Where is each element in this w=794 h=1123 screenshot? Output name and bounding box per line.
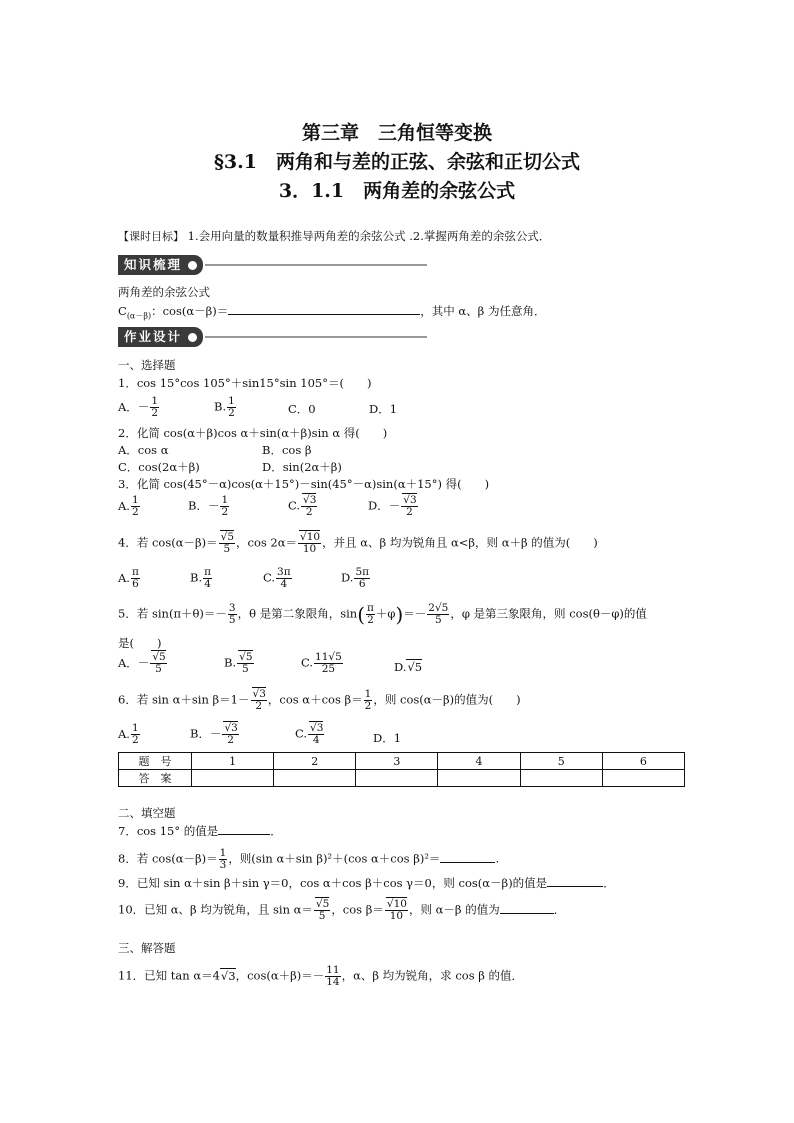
q3-options [118,494,417,518]
knowledge-formula [118,303,545,323]
q4-options [118,566,370,590]
bullet-dot-icon [188,261,197,270]
knowledge-heading: 两角差的余弦公式 [118,285,210,299]
q1-option-d: D．1 [369,402,398,416]
q10: 10．已知 α、β 均为锐角，且 sin α＝ √ $\frac{5}{5}$ ，cos β＝ √ $\frac{10}{10}$ ，则 α－β 的值为 ． [118,899,565,922]
chapter-title: 第三章 三角恒等变换 [301,122,492,144]
q2-stem: 2．化简 cos(α＋β)cos α＋sin(α＋β)sin α 得( ) [118,426,388,440]
q1-options [118,395,398,419]
q6-option-d: D．1 [373,731,402,745]
homework-banner [118,327,427,347]
subsection-title: 3．1.1 两角差的余弦公式 [278,180,516,202]
formula-tail: ，其中 α、β 为任意角． [420,304,546,318]
table-header-cell: 6 [602,753,684,770]
section-title: §3.1 两角和与差的正弦、余弦和正切公式 [214,151,580,173]
answer-table-row [119,770,685,787]
q5-stem-cont: 是( ) [118,636,162,650]
q9-blank[interactable] [547,875,603,887]
q5-option-a: A．－ √ $\frac{5}{5}$ [118,656,168,670]
answer-table [118,752,685,787]
knowledge-banner [118,255,427,275]
q5-option-d: D.√ 5 [394,660,422,674]
table-header-cell: 3 [356,753,438,770]
answer-table-header [119,753,685,770]
table-header-cell: 5 [520,753,602,770]
knowledge-banner-tag [118,255,203,275]
q4-option-a: A. $\frac{\pi}{6}$ [118,566,139,590]
answer-row-label: 答 案 [119,770,192,787]
part1-heading: 一、选择题 [118,358,176,372]
q6-options [118,722,402,746]
q9: 9．已知 sin α＋sin β＋sin γ＝0，cos α＋cos β＋cos γ＝0，则 cos(α－β)的值是 ． [118,876,615,890]
q4-stem: 4．若 cos(α－β)＝ √ $\frac{5}{5}$ ，cos 2α＝ √ $\frac{10}{10}$ ，并且 α、β 均为锐角且 α<β，则 α＋β 的值为( ) [118,532,598,555]
q10-blank[interactable] [500,902,554,914]
table-header-cell: 2 [274,753,356,770]
q6-stem: 6．若 sin α＋sin β＝1－ √ $\frac{3}{2}$ ，cos α＋cos β＝ $\frac{1}{2}$ ，则 cos(α－β)的值为( ) [118,689,521,712]
q8-blank[interactable] [440,851,495,863]
answer-cell[interactable] [438,770,520,787]
q6-option-c: C. √ $\frac{3}{4}$ [295,723,325,746]
q5-option-c: C. $\frac{11√5}{25}$ [301,651,342,675]
homework-banner-label: 作业设计 [124,329,183,344]
knowledge-banner-label: 知识梳理 [124,257,183,272]
q3-option-c: C. √ $\frac{3}{2}$ [288,495,318,518]
lesson-objective [118,229,550,244]
q2-option-c: C．cos(2α＋β) [118,460,200,474]
q4-option-d: D. $\frac{5\pi}{6}$ [341,566,370,590]
answer-cell[interactable] [602,770,684,787]
part2-heading: 二、填空题 [118,806,176,820]
answer-cell[interactable] [192,770,274,787]
objective-text: 1.会用向量的数量积推导两角差的余弦公式 .2.掌握两角差的余弦公式． [187,229,551,243]
q6-option-b: B．－ √ $\frac{3}{2}$ [190,723,240,746]
q1-stem: 1．cos 15°cos 105°＋sin15°sin 105°＝( ) [118,376,372,390]
q7-blank[interactable] [218,823,270,835]
q6-option-a: A. $\frac{1}{2}$ [118,722,139,746]
formula-mid: ：cos(α－β)＝ [151,304,229,318]
q4-option-c: C. $\frac{3\pi}{4}$ [263,566,291,590]
q1-option-b: B. $\frac{1}{2}$ [214,395,235,419]
q2-option-b: B．cos β [262,443,312,457]
part3-heading: 三、解答题 [118,941,176,955]
q1-option-a: A．－ $\frac{1}{2}$ [118,395,158,419]
homework-banner-tag [118,327,203,347]
q5-option-b: B. √ $\frac{5}{5}$ [224,652,255,675]
q1-option-c: C．0 [288,402,316,416]
banner-rule [205,264,427,266]
answer-cell[interactable] [520,770,602,787]
table-header-cell: 4 [438,753,520,770]
q3-stem: 3．化简 cos(45°－α)cos(α＋15°)－sin(45°－α)sin(α＋15°) 得( ) [118,477,490,491]
formula-blank[interactable] [228,303,420,315]
formula-sub: (α－β) [126,311,152,321]
q4-option-b: B. $\frac{\pi}{4}$ [190,566,212,590]
q2-option-a: A．cos α [118,443,169,457]
answer-cell[interactable] [356,770,438,787]
answer-cell[interactable] [274,770,356,787]
table-header-cell: 题 号 [119,753,192,770]
objective-label: 【课时目标】 [118,230,184,243]
banner-rule [205,336,427,338]
q3-option-b: B．－ $\frac{1}{2}$ [188,494,229,518]
q7: 7．cos 15° 的值是 ． [118,824,282,838]
q2-option-d: D．sin(2α＋β) [262,460,342,474]
formula-prefix: C [118,304,127,318]
q5-options [118,651,423,675]
q8: 8．若 cos(α－β)＝ $\frac{1}{3}$ ，则(sin α＋sin β)²＋(cos α＋cos β)²＝ . [118,847,500,871]
table-header-cell: 1 [192,753,274,770]
q3-option-a: A. $\frac{1}{2}$ [118,494,139,518]
bullet-dot-icon [188,333,197,342]
q5-stem: 5．若 sin(π＋θ)＝－ $\frac{3}{5}$ ，θ 是第二象限角，sin( $\frac{\pi}{2}$ ＋φ)＝－ $\frac{2√5}{5}$ ，φ 是第三象限角，则 cos(θ－φ)的值 [118,602,647,627]
q3-option-d: D．－ √ $\frac{3}{2}$ [368,495,419,518]
q11: 11．已知 tan α＝4√ 3，cos(α＋β)＝－ $\frac{11}{14}$ ，α、β 均为锐角，求 cos β 的值． [118,965,523,988]
